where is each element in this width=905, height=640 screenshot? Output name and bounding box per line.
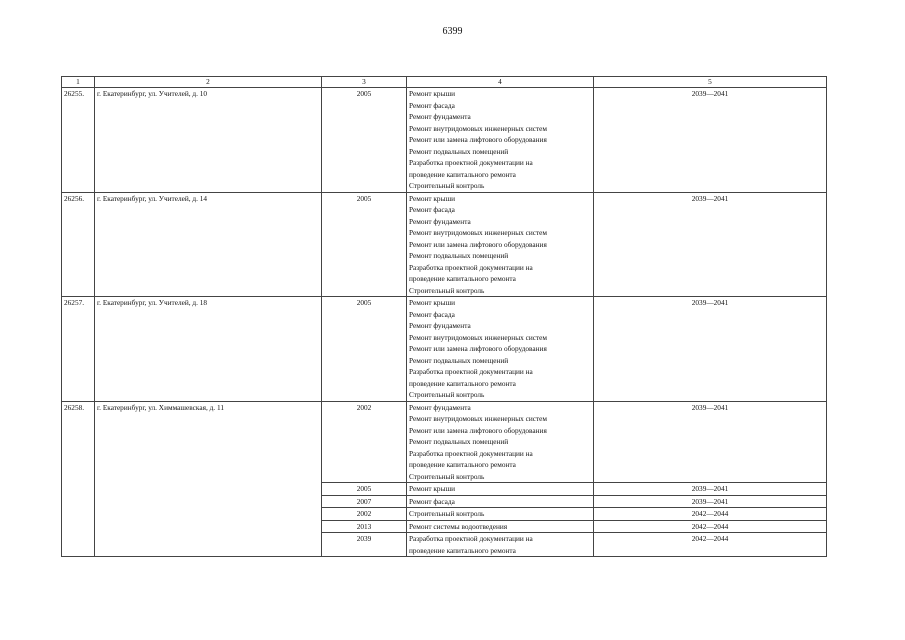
works-cell (407, 88, 594, 193)
year-cell: 2002 (322, 401, 407, 483)
period-cell: 2042—2044 (594, 533, 827, 557)
record-number: 26258. (62, 401, 95, 557)
works-cell (407, 533, 594, 557)
work-item: Ремонт крыши (409, 89, 456, 98)
works-cell (407, 520, 594, 533)
address-cell: г. Екатеринбург, ул. Учителей, д. 10 (95, 88, 322, 193)
work-item: Ремонт внутридомовых инженерных систем (409, 228, 548, 237)
work-item: Строительный контроль (409, 390, 485, 399)
work-item: Ремонт или замена лифтового оборудования (409, 425, 547, 435)
work-item: Ремонт системы водоотведения (409, 521, 508, 531)
work-item: проведение капитального ремонта (409, 169, 516, 179)
works-cell (407, 508, 594, 521)
address-cell: г. Екатеринбург, ул. Учителей, д. 14 (95, 192, 322, 297)
period-cell: 2042—2044 (594, 520, 827, 533)
works-cell (407, 192, 594, 297)
table-row (62, 88, 827, 193)
period-cell: 2039—2041 (594, 88, 827, 193)
page-number: 6399 (442, 26, 463, 37)
work-item: Ремонт крыши (409, 298, 456, 307)
work-item: Разработка проектной документации на (409, 158, 533, 167)
work-item: Ремонт подвальных помещений (409, 355, 509, 365)
year-cell: 2002 (322, 508, 407, 521)
work-item: Ремонт фундамента (409, 402, 471, 412)
works-cell (407, 297, 594, 402)
table-body (62, 88, 827, 557)
work-item: проведение капитального ремонта (409, 460, 516, 469)
work-item: Ремонт фундамента (409, 216, 471, 226)
work-item: Ремонт крыши (409, 484, 456, 493)
work-item: проведение капитального ремонта (409, 545, 516, 555)
work-item: проведение капитального ремонта (409, 378, 516, 388)
period-cell: 2039—2041 (594, 495, 827, 508)
works-cell (407, 401, 594, 483)
table-row (62, 401, 827, 483)
period-cell: 2039—2041 (594, 401, 827, 483)
work-item: Ремонт фасада (409, 100, 455, 110)
year-cell: 2013 (322, 520, 407, 533)
work-item: Разработка проектной документации на (409, 262, 533, 272)
work-item: Ремонт внутридомовых инженерных систем (409, 123, 548, 133)
table-row (62, 297, 827, 402)
address-cell: г. Екатеринбург, ул. Учителей, д. 18 (95, 297, 322, 402)
work-item: Ремонт или замена лифтового оборудования (409, 344, 547, 353)
work-item: проведение капитального ремонта (409, 274, 516, 283)
work-item: Ремонт подвальных помещений (409, 251, 509, 260)
work-item: Разработка проектной документации на (409, 534, 533, 543)
work-item: Строительный контроль (409, 471, 485, 481)
year-cell: 2005 (322, 483, 407, 496)
header-cell: 5 (594, 77, 827, 88)
work-item: Ремонт фасада (409, 496, 455, 506)
year-cell: 2005 (322, 192, 407, 297)
work-item: Строительный контроль (409, 181, 485, 190)
record-number: 26256. (62, 192, 95, 297)
works-cell (407, 495, 594, 508)
works-cell (407, 483, 594, 496)
period-cell: 2039—2041 (594, 297, 827, 402)
work-item: Ремонт фасада (409, 205, 455, 214)
address-cell: г. Екатеринбург, ул. Химмашевская, д. 11 (95, 401, 322, 557)
work-item: Ремонт или замена лифтового оборудования (409, 135, 547, 144)
header-cell: 2 (95, 77, 322, 88)
work-item: Ремонт подвальных помещений (409, 437, 509, 446)
work-item: Ремонт или замена лифтового оборудования (409, 239, 547, 249)
work-item: Ремонт фундамента (409, 321, 471, 330)
work-item: Ремонт внутридомовых инженерных систем (409, 414, 548, 423)
work-item: Разработка проектной документации на (409, 448, 533, 458)
work-item: Разработка проектной документации на (409, 367, 533, 376)
table-row (62, 192, 827, 297)
year-cell: 2005 (322, 297, 407, 402)
work-item: Ремонт крыши (409, 193, 456, 203)
work-item: Ремонт фасада (409, 309, 455, 319)
period-cell: 2039—2041 (594, 192, 827, 297)
header-row (62, 77, 827, 88)
period-cell: 2039—2041 (594, 483, 827, 496)
header-cell: 4 (407, 77, 594, 88)
header-cell: 3 (322, 77, 407, 88)
record-number: 26255. (62, 88, 95, 193)
work-item: Ремонт фундамента (409, 112, 471, 121)
work-item: Строительный контроль (409, 285, 485, 295)
work-item: Ремонт внутридомовых инженерных систем (409, 332, 548, 342)
period-cell: 2042—2044 (594, 508, 827, 521)
work-item: Ремонт подвальных помещений (409, 146, 509, 156)
work-item: Строительный контроль (409, 509, 485, 518)
year-cell: 2039 (322, 533, 407, 557)
capital-repair-table (61, 76, 827, 557)
record-number: 26257. (62, 297, 95, 402)
header-cell: 1 (62, 77, 95, 88)
year-cell: 2005 (322, 88, 407, 193)
year-cell: 2007 (322, 495, 407, 508)
